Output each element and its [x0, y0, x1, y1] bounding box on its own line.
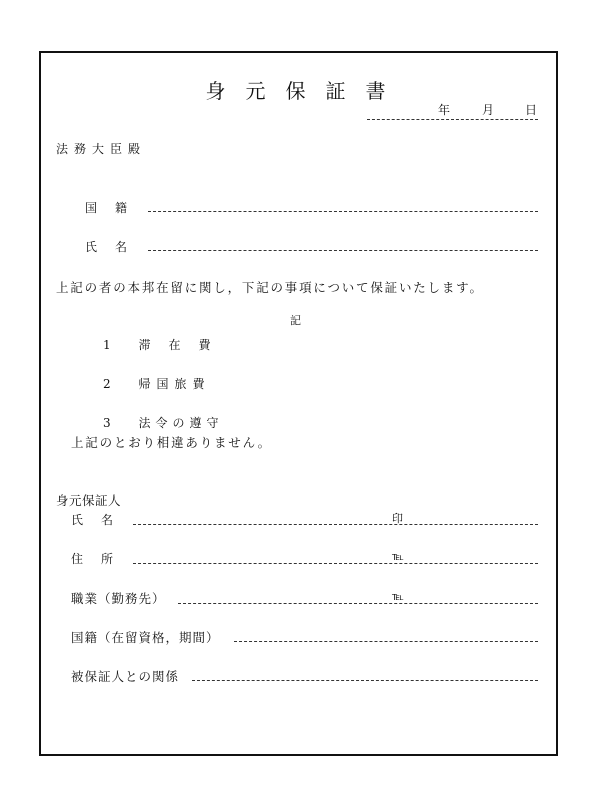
guarantor-nationality-label: 国籍（在留資格，期間）	[71, 630, 220, 645]
relation-label: 被保証人との関係	[71, 669, 180, 684]
tel-mark-2: ℡	[392, 590, 404, 603]
year-label: 年	[438, 103, 451, 117]
day-label: 日	[525, 103, 538, 117]
occupation-label: 職業（勤務先）	[71, 591, 166, 606]
guarantor-name-line[interactable]	[133, 524, 538, 525]
guarantor-address-line[interactable]	[133, 563, 538, 564]
item-2-text: 帰国旅費	[138, 377, 211, 391]
guarantor-name-label: 氏名	[71, 513, 132, 527]
guarantor-heading: 身元保証人	[56, 493, 122, 508]
nationality-label: 国籍	[85, 201, 146, 215]
name-input-line[interactable]	[148, 250, 538, 251]
statement-text: 上記の者の本邦在留に関し，下記の事項について保証いたします。	[56, 280, 484, 295]
item-2-number: 2	[103, 377, 117, 391]
item-1-number: 1	[103, 338, 117, 352]
seal-mark: 印	[392, 512, 403, 525]
item-3	[103, 414, 223, 431]
item-3-number: 3	[103, 416, 117, 430]
addressee: 法務大臣殿	[56, 142, 147, 156]
ki-heading: 記	[290, 314, 301, 327]
form-frame	[39, 51, 558, 756]
date-field[interactable]	[367, 103, 538, 120]
nationality-input-line[interactable]	[148, 211, 538, 212]
confirmation-text: 上記のとおり相違ありません。	[71, 435, 272, 450]
occupation-line[interactable]	[178, 603, 538, 604]
guarantor-address-label: 住所	[71, 552, 132, 566]
item-2	[103, 375, 210, 392]
tel-mark: ℡	[392, 550, 404, 563]
guarantor-nationality-line[interactable]	[234, 641, 538, 642]
name-label: 氏名	[85, 240, 146, 254]
item-1-text: 滞在費	[138, 338, 229, 352]
item-1	[103, 336, 228, 353]
item-3-text: 法令の遵守	[138, 416, 224, 430]
relation-line[interactable]	[192, 680, 538, 681]
form-title: 身元保証書	[205, 79, 406, 103]
month-label: 月	[482, 103, 495, 117]
